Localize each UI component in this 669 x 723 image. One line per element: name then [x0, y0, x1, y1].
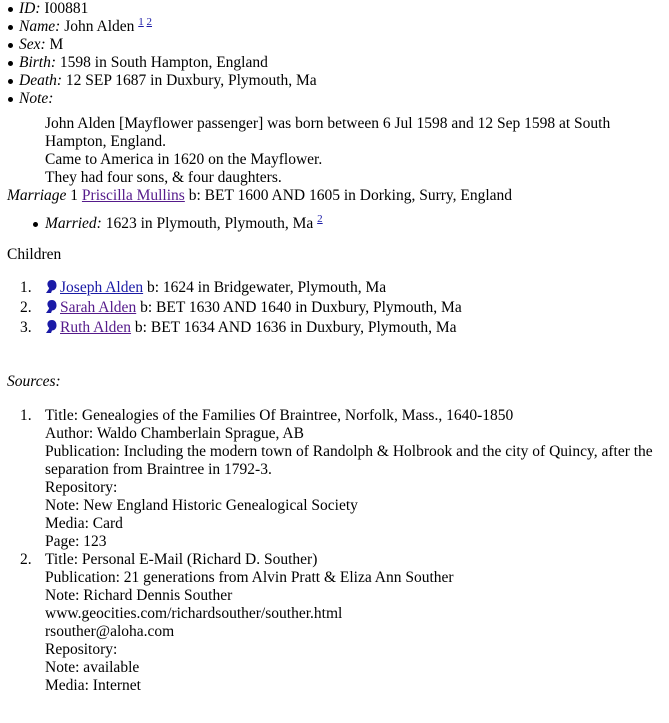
source-line: Media: Card: [45, 515, 123, 532]
note-line: John Alden [Mayflower passenger] was born between 6 Jul 1598 and 12 Sep 1598 at South: [45, 115, 611, 132]
source-line: Media: Internet: [45, 677, 141, 694]
fact-id: [19, 0, 669, 18]
child-link-sarah[interactable]: Sarah Alden: [60, 299, 137, 316]
source-line: Publication: Including the modern town of Randolph & Holbrook and the city of Quincy, after the: [45, 443, 653, 460]
source-ref-link-2[interactable]: 2: [146, 16, 153, 28]
source-line: Note: Richard Dennis Souther: [45, 587, 233, 604]
sources-heading: Sources:: [7, 373, 61, 390]
source-line: Title: Genealogies of the Families Of Braintree, Norfolk, Mass., 1640-1850: [45, 407, 514, 424]
source-line: Author: Waldo Chamberlain Sprague, AB: [45, 425, 304, 442]
fact-note: [19, 90, 669, 108]
source-line: rsouther@aloha.com: [45, 623, 175, 640]
child-info: b: BET 1634 AND 1636 in Duxbury, Plymouth, Ma: [134, 319, 457, 336]
source-item: [7, 551, 669, 695]
child-item: [7, 319, 669, 339]
source-line: Page: 123: [45, 533, 107, 550]
id-label: ID:: [19, 0, 41, 17]
child-item: [7, 299, 669, 319]
spouse-link[interactable]: Priscilla Mullins: [81, 187, 185, 204]
source-line: Title: Personal E-Mail (Richard D. Souther): [45, 551, 318, 568]
sex-label: Sex:: [19, 36, 46, 53]
fact-death: [19, 72, 669, 90]
birth-label: Birth:: [19, 54, 57, 71]
source-line: separation from Braintree in 1792-3.: [45, 461, 272, 478]
note-label: Note:: [19, 90, 54, 107]
married-value: 1623 in Plymouth, Plymouth, Ma: [105, 215, 314, 232]
sex-value: M: [49, 36, 64, 53]
source-line: Note: available: [45, 659, 140, 676]
person-facts-list: [7, 0, 669, 108]
child-info: b: 1624 in Bridgewater, Plymouth, Ma: [146, 279, 387, 296]
child-info: b: BET 1630 AND 1640 in Duxbury, Plymouth, Ma: [140, 299, 462, 316]
death-value: 12 SEP 1687 in Duxbury, Plymouth, Ma: [65, 72, 317, 89]
married-label: Married:: [45, 215, 102, 232]
child-number: 2.: [20, 299, 32, 316]
fact-birth: [19, 54, 669, 72]
person-silhouette-icon: [45, 299, 59, 319]
source-ref-link-1[interactable]: 1: [138, 16, 144, 28]
children-heading: Children: [7, 246, 62, 263]
source-number: 1.: [20, 407, 32, 424]
source-number: 2.: [20, 551, 32, 568]
name-label: Name:: [19, 18, 61, 35]
child-item: [7, 279, 669, 299]
fact-married: [45, 215, 669, 233]
source-line: www.geocities.com/richardsouther/souther.html: [45, 605, 343, 622]
note-line: They had four sons, & four daughters.: [45, 169, 282, 186]
marriage-facts-list: [7, 215, 669, 233]
source-line: Repository:: [45, 479, 118, 496]
child-number: 3.: [20, 319, 32, 336]
sources-list: [7, 407, 669, 695]
birth-value: 1598 in South Hampton, England: [59, 54, 268, 71]
person-silhouette-icon: [45, 319, 59, 339]
source-line: Note: New England Historic Genealogical Society: [45, 497, 358, 514]
children-list: [7, 279, 669, 339]
source-line: Publication: 21 generations from Alvin Pratt & Eliza Ann Souther: [45, 569, 454, 586]
death-label: Death:: [19, 72, 63, 89]
spouse-info: b: BET 1600 AND 1605 in Dorking, Surry, England: [188, 187, 513, 204]
child-link-ruth[interactable]: Ruth Alden: [60, 319, 132, 336]
id-value: I00881: [44, 0, 89, 17]
child-number: 1.: [20, 279, 32, 296]
fact-name: [19, 18, 669, 36]
marriage-number: 1: [70, 187, 79, 204]
note-line: Came to America in 1620 on the Mayflower.: [45, 151, 323, 168]
source-line: Repository:: [45, 641, 118, 658]
marriage-line: [7, 187, 669, 205]
note-text: [45, 115, 665, 187]
marriage-label: Marriage: [7, 187, 67, 204]
person-silhouette-icon: [45, 279, 59, 299]
note-line: Hampton, England.: [45, 133, 166, 150]
child-link-joseph[interactable]: Joseph Alden: [60, 279, 144, 296]
source-item: [7, 407, 669, 551]
married-source-ref-link[interactable]: 2: [317, 213, 323, 225]
name-value: John Alden: [64, 18, 135, 35]
fact-sex: [19, 36, 669, 54]
